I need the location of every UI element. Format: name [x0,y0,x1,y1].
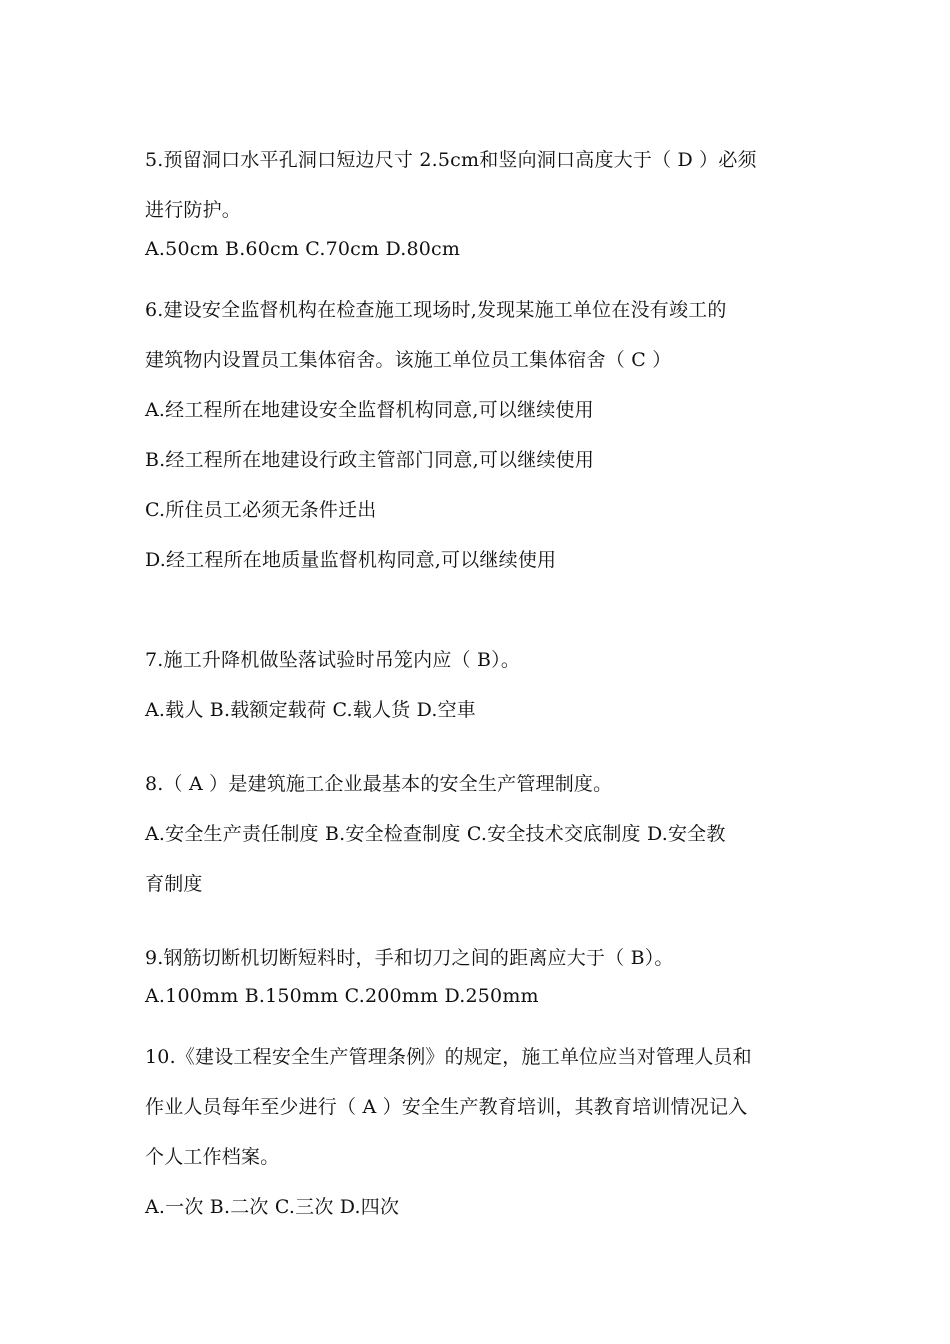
question-7-options: A.载人 B.载额定载荷 C.载人货 D.空車 [145,699,476,721]
question-10-line-3: 个人工作档案。 [145,1146,280,1168]
question-5-line-1: 5.预留洞口水平孔洞口短边尺寸 2.5cm和竖向洞口高度大于（ D ）必须 [145,149,757,171]
question-5-options: A.50cm B.60cm C.70cm D.80cm [145,238,461,260]
question-8-line-1: 8.（ A ）是建筑施工企业最基本的安全生产管理制度。 [145,773,613,795]
question-9-line-1: 9.钢筋切断机切断短料时，手和切刀之间的距离应大于（ B）。 [145,947,674,969]
question-10-options: A.一次 B.二次 C.三次 D.四次 [145,1196,400,1218]
question-6-line-1: 6.建设安全监督机构在检查施工现场时,发现某施工单位在没有竣工的 [145,299,727,321]
question-6-line-2: 建筑物内设置员工集体宿舍。该施工单位员工集体宿舍（ C ） [145,349,672,371]
question-9-options: A.100mm B.150mm C.200mm D.250mm [145,985,539,1007]
question-10-line-1: 10.《建设工程安全生产管理条例》的规定，施工单位应当对管理人员和 [145,1046,752,1068]
question-6-option-d: D.经工程所在地质量监督机构同意,可以继续使用 [145,549,557,571]
question-10-line-2: 作业人员每年至少进行（ A ）安全生产教育培训，其教育培训情况记入 [145,1096,748,1118]
question-8-options-line-1: A.安全生产责任制度 B.安全检查制度 C.安全技术交底制度 D.安全教 [145,823,726,845]
question-7-line-1: 7.施工升降机做坠落试验时吊笼内应（ B）。 [145,649,521,671]
question-5-line-2: 进行防护。 [145,199,242,221]
question-6-option-c: C.所住员工必须无条件迁出 [145,499,377,521]
question-6-option-a: A.经工程所在地建设安全监督机构同意,可以继续使用 [145,399,594,421]
question-6-option-b: B.经工程所在地建设行政主管部门同意,可以继续使用 [145,449,595,471]
question-8-options-line-2: 育制度 [145,873,203,895]
